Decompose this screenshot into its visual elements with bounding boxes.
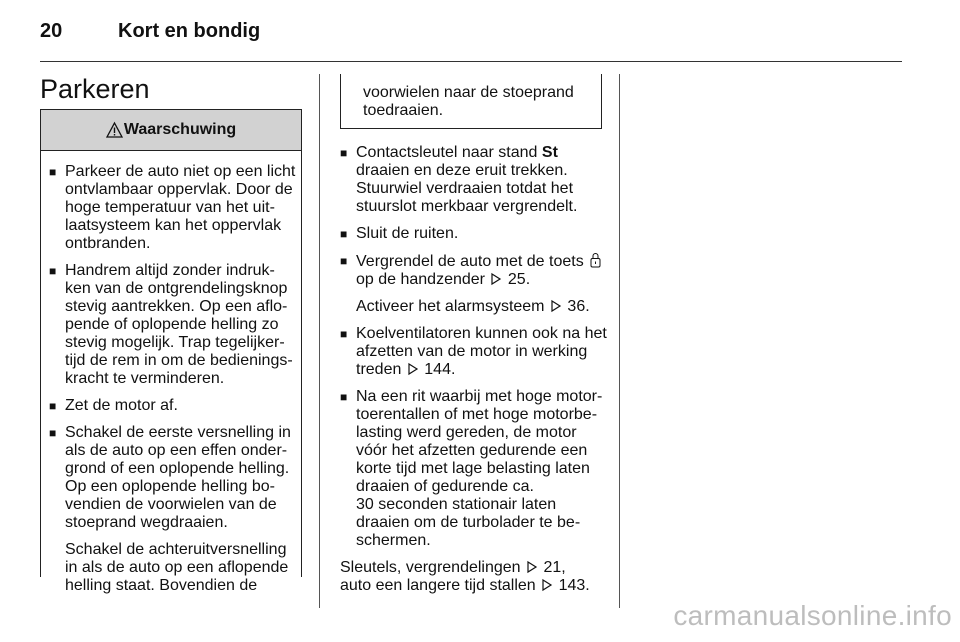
bullet-square-icon: ■ <box>49 399 57 413</box>
list-item-text-part: Contactsleutel naar stand <box>356 144 542 161</box>
warning-box <box>40 109 302 594</box>
see-also <box>340 559 608 595</box>
bullet-square-icon: ■ <box>49 264 57 278</box>
page-reference-icon <box>550 300 562 312</box>
list-item <box>49 262 297 388</box>
list-item <box>340 252 608 289</box>
list-item <box>49 397 297 415</box>
warning-triangle-icon <box>106 122 123 138</box>
list-item-text <box>356 252 608 289</box>
list-item <box>340 388 608 550</box>
bullet-square-icon: ■ <box>340 327 348 341</box>
list-item <box>49 424 297 532</box>
list-item-text: Parkeer de auto niet op een licht ontvlambaar oppervlak. Door de hoge temperatuur van het uit-laatsysteem kan het oppervlak ontbranden. <box>65 163 296 252</box>
page-reference-icon <box>526 561 538 573</box>
warning-heading <box>41 109 301 151</box>
list-item-text: Zet de motor af. <box>65 397 178 414</box>
lock-key-icon <box>590 252 601 268</box>
page-reference[interactable]: 25. <box>507 271 531 288</box>
list-item-text-part: op de handzender <box>356 271 485 288</box>
list-item-text-part: draaien en deze eruit trekken. Stuurwiel verdraaien totdat het stuurslot merkbaar vergrendelt. <box>356 162 578 215</box>
list-item <box>340 144 608 216</box>
watermark: carmanualsonline.info <box>673 600 952 631</box>
see-also-text: Sleutels, vergrendelingen <box>340 559 521 576</box>
paragraph <box>340 298 608 316</box>
list-item-text-part: 30 seconden stationair laten draaien om de turbolader te be-schermen. <box>356 496 581 549</box>
ignition-position-label: St <box>541 144 558 161</box>
bullet-square-icon: ■ <box>340 390 348 404</box>
bullet-square-icon: ■ <box>340 146 348 160</box>
page-reference-icon <box>541 579 553 591</box>
list-item-text: Sluit de ruiten. <box>356 225 459 242</box>
list-item-text <box>356 388 608 550</box>
list-item-text-part: Na een rit waarbij met hoge motor-toerentallen of met hoge motorbe-lasting werd gereden, de motor vóór het afzetten gedurende een korte tijd met lage belasting laten draaien of gedurende ca. <box>356 388 603 495</box>
paragraph-text: Activeer het alarmsysteem <box>356 298 545 315</box>
page-reference[interactable]: 144. <box>424 361 456 378</box>
list-item <box>49 163 297 253</box>
warning-note: Schakel de achteruitversnelling in als de auto op een aflopende helling staat. Bovendien de <box>65 541 289 594</box>
bullet-square-icon: ■ <box>49 165 57 179</box>
page-reference[interactable]: 21, <box>543 559 566 576</box>
section-title: Parkeren <box>40 74 150 104</box>
bullet-square-icon: ■ <box>340 254 348 268</box>
warning-box-continued <box>340 74 602 129</box>
list-item-text-part: Vergrendel de auto met de toets <box>356 253 584 270</box>
page-header-title: Kort en bondig <box>118 20 261 42</box>
warning-heading-label: Waarschuwing <box>123 121 237 138</box>
page-reference-icon <box>490 273 502 285</box>
header-rule <box>40 61 902 62</box>
list-item-text: Schakel de eerste versnelling in als de auto op een effen onder-grond of een oplopende helling. Op een oplopende helling bo-vendien de voorwielen van de stoeprand wegdraaien. <box>65 424 291 531</box>
page-reference[interactable]: 143. <box>558 577 590 594</box>
column-divider <box>619 74 620 608</box>
bullet-square-icon: ■ <box>340 227 348 241</box>
page-reference[interactable]: 36. <box>567 298 590 315</box>
see-also-text: auto een langere tijd stallen <box>340 577 536 594</box>
page-reference-icon <box>407 363 419 375</box>
page-number: 20 <box>40 20 63 42</box>
list-item <box>340 325 608 379</box>
column-divider <box>319 74 320 608</box>
bullet-square-icon: ■ <box>49 426 57 440</box>
list-item-text <box>356 325 608 379</box>
list-item-text: Handrem altijd zonder indruk-ken van de ontgrendelingsknop stevig aantrekken. Op een aflo-pende of oplopende helling zo stevig mogelijk. Trap tegelijker-tijd de rem in om de bedienings-kracht te verminderen. <box>65 262 293 387</box>
warning-continuation: voorwielen naar de stoeprand toedraaien. <box>363 84 574 119</box>
list-item-text-part: Koelventilatoren kunnen ook na het afzetten van de motor in werking treden <box>356 325 607 378</box>
list-item <box>340 225 608 243</box>
list-item-text <box>356 144 608 216</box>
column-2-text <box>340 144 608 595</box>
